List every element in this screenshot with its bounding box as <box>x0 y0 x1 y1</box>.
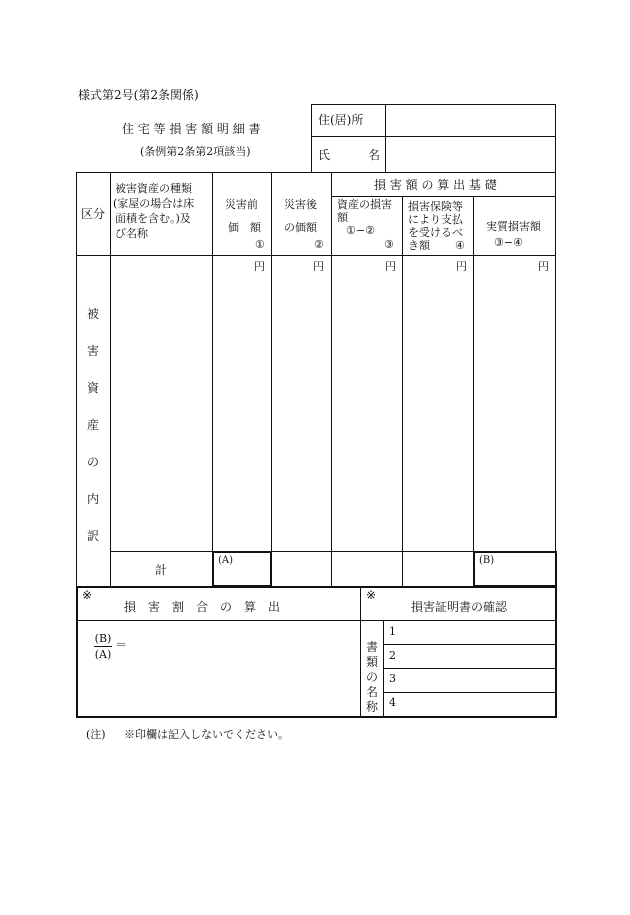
doc-name-field-4[interactable] <box>400 694 555 716</box>
table-top-line <box>76 172 556 173</box>
header-ins-line3: を受けるべ <box>408 226 463 239</box>
ratio-title: 損 害 割 合 の 算 出 <box>124 600 281 614</box>
form-label: 様式第2号(第2条関係) <box>78 88 199 102</box>
cert-asterisk: ※ <box>366 588 377 602</box>
total-label: 計 <box>155 563 168 577</box>
yen-real: 円 <box>538 260 549 273</box>
header-asset-line3: 面積を含む。)及 <box>115 212 191 225</box>
row-label-assets: 被害資産の内訳 <box>86 307 99 543</box>
doc-number-2: 2 <box>389 649 396 662</box>
header-pre-line1: 災害前 <box>225 198 258 211</box>
calc-basis-line <box>331 196 556 197</box>
total-b-mark: (B) <box>479 555 495 566</box>
name-field[interactable] <box>386 137 554 171</box>
ratio-entry-area[interactable] <box>130 622 358 716</box>
applicant-box-left <box>311 104 312 172</box>
doc-label-divider <box>383 621 384 717</box>
name-label-2: 名 <box>368 148 381 162</box>
header-pre-line2: 価 額 <box>228 221 261 234</box>
header-real-line1: 実質損害額 <box>486 220 541 233</box>
doc-number-1: 1 <box>389 625 396 638</box>
asset-entry-area[interactable] <box>111 256 555 551</box>
name-label-1: 氏 <box>318 148 331 162</box>
header-post-line2: の価額 <box>284 221 317 234</box>
header-ins-line1: 損害保険等 <box>408 200 463 213</box>
doc-name-field-2[interactable] <box>400 646 555 667</box>
address-field[interactable] <box>386 105 554 135</box>
cert-title: 損害証明書の確認 <box>411 600 508 614</box>
bottom-divider <box>360 587 361 717</box>
header-real-line2: ③−④ <box>494 236 523 249</box>
doc-row-line-1 <box>383 644 556 645</box>
ratio-equals: ＝ <box>115 638 128 652</box>
header-loss-line2: 額 <box>337 211 348 224</box>
table-left-line <box>76 172 77 586</box>
table-right-line <box>555 172 556 552</box>
applicant-box-right <box>555 104 556 172</box>
header-loss-line1: 資産の損害 <box>337 198 392 211</box>
form-title: 住 宅 等 損 害 額 明 細 書 <box>122 122 261 136</box>
address-label: 住(居)所 <box>318 113 364 127</box>
doc-names-label: 書類の名称 <box>365 640 378 714</box>
header-pre-mark: ① <box>255 238 265 251</box>
header-post-mark: ② <box>314 238 324 251</box>
doc-name-field-1[interactable] <box>400 622 555 643</box>
form-subtitle: (条例第2条第2項該当) <box>140 145 251 158</box>
header-loss-mark: ③ <box>384 238 394 251</box>
yen-loss: 円 <box>385 260 396 273</box>
header-ins-line4: き額 <box>408 239 430 252</box>
total-a-mark: (A) <box>218 555 234 566</box>
ratio-fraction-bar <box>94 646 112 647</box>
ratio-denominator: (A) <box>94 648 112 661</box>
header-asset-line4: び名称 <box>115 227 148 240</box>
header-kubun: 区分 <box>81 207 106 221</box>
ratio-numerator: (B) <box>94 632 112 645</box>
yen-post: 円 <box>313 260 324 273</box>
header-asset-line2: (家屋の場合は床 <box>113 197 195 210</box>
header-post-line1: 災害後 <box>284 198 317 211</box>
ratio-asterisk: ※ <box>82 588 93 602</box>
note-label: (注) <box>86 728 106 741</box>
doc-number-4: 4 <box>389 696 396 709</box>
header-asset-line1: 被害資産の種類 <box>115 182 192 195</box>
yen-pre: 円 <box>254 260 265 273</box>
doc-row-line-3 <box>383 692 556 693</box>
bottom-title-line <box>77 620 556 621</box>
doc-row-line-2 <box>383 668 556 669</box>
yen-insurance: 円 <box>456 260 467 273</box>
header-calc-basis: 損 害 額 の 算 出 基 礎 <box>374 178 497 192</box>
header-ins-mark: ④ <box>455 239 465 252</box>
doc-number-3: 3 <box>389 672 396 685</box>
header-ins-line2: により支払 <box>408 213 463 226</box>
note-text: ※印欄は記入しないでください。 <box>124 728 289 741</box>
header-loss-line3: ①−② <box>346 224 375 237</box>
doc-name-field-3[interactable] <box>400 670 555 691</box>
